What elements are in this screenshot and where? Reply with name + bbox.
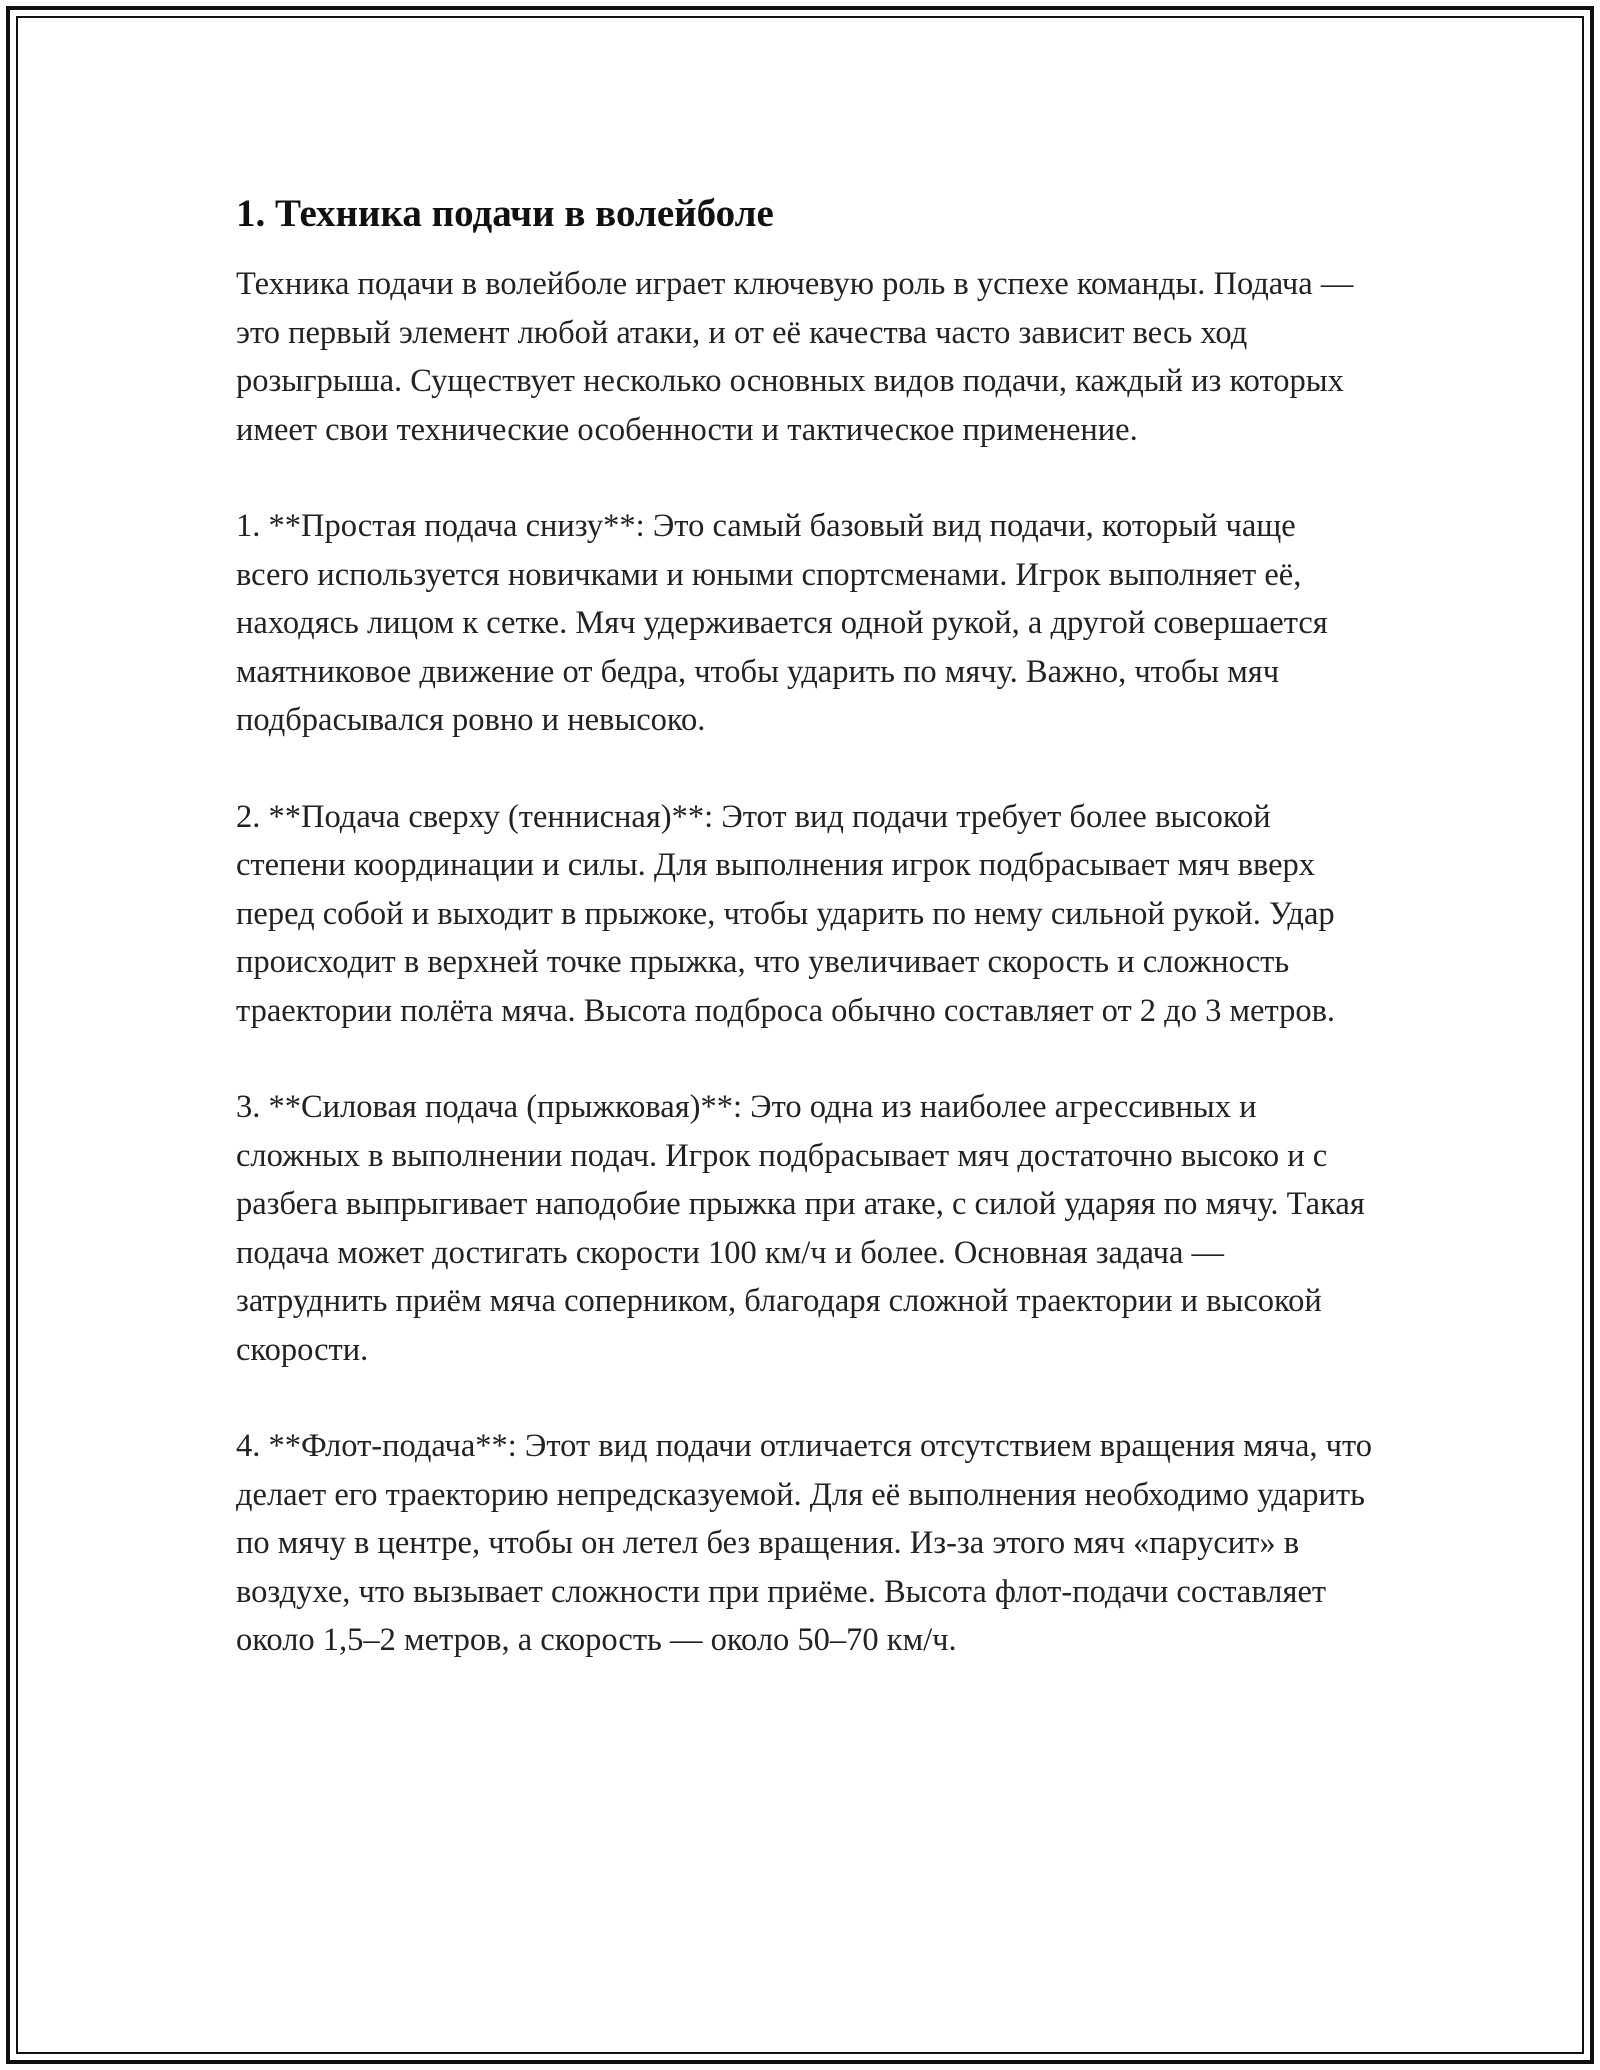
- list-item-jump-serve: 3. **Силовая подача (прыжковая)**: Это одна из наиболее агрессивных и сложных в выполнении подач. Игрок подбрасывает мяч достаточно высоко и с разбега выпрыгивает наподобие прыжка при атаке, с силой ударяя по мячу. Такая подача может достигать скорости 100 км/ч и более. Основная задача — затруднить приём мяча соперником, благодаря сложной траектории и высокой скорости.: [236, 1089, 1365, 1368]
- list-item-underhand-serve: 1. **Простая подача снизу**: Это самый базовый вид подачи, который чаще всего используется новичками и юными спортсменами. Игрок выполняет её, находясь лицом к сетке. Мяч удерживается одной рукой, а другой совершается маятниковое движение от бедра, чтобы ударить по мячу. Важно, чтобы мяч подбрасывался ровно и невысоко.: [236, 508, 1328, 738]
- section-heading: 1. Техника подачи в волейболе: [236, 192, 774, 235]
- intro-paragraph: Техника подачи в волейболе играет ключевую роль в успехе команды. Подача — это первый элемент любой атаки, и от её качества часто зависит весь ход розыгрыша. Существует несколько основных видов подачи, каждый из которых имеет свои технические особенности и тактическое применение.: [236, 266, 1354, 448]
- document-body: [236, 186, 1376, 1713]
- list-item-float-serve: 4. **Флот-подача**: Этот вид подачи отличается отсутствием вращения мяча, что делает его траекторию непредсказуемой. Для её выполнения необходимо ударить по мячу в центре, чтобы он летел без вращения. Из-за этого мяч «парусит» в воздухе, что вызывает сложности при приёме. Высота флот-подачи составляет около 1,5–2 метров, а скорость — около 50–70 км/ч.: [236, 1428, 1373, 1658]
- list-item-overhand-serve: 2. **Подача сверху (теннисная)**: Этот вид подачи требует более высокой степени координации и силы. Для выполнения игрок подбрасывает мяч вверх перед собой и выходит в прыжоке, чтобы ударить по нему сильной рукой. Удар происходит в верхней точке прыжка, что увеличивает скорость и сложность траектории полёта мяча. Высота подброса обычно составляет от 2 до 3 метров.: [236, 798, 1336, 1029]
